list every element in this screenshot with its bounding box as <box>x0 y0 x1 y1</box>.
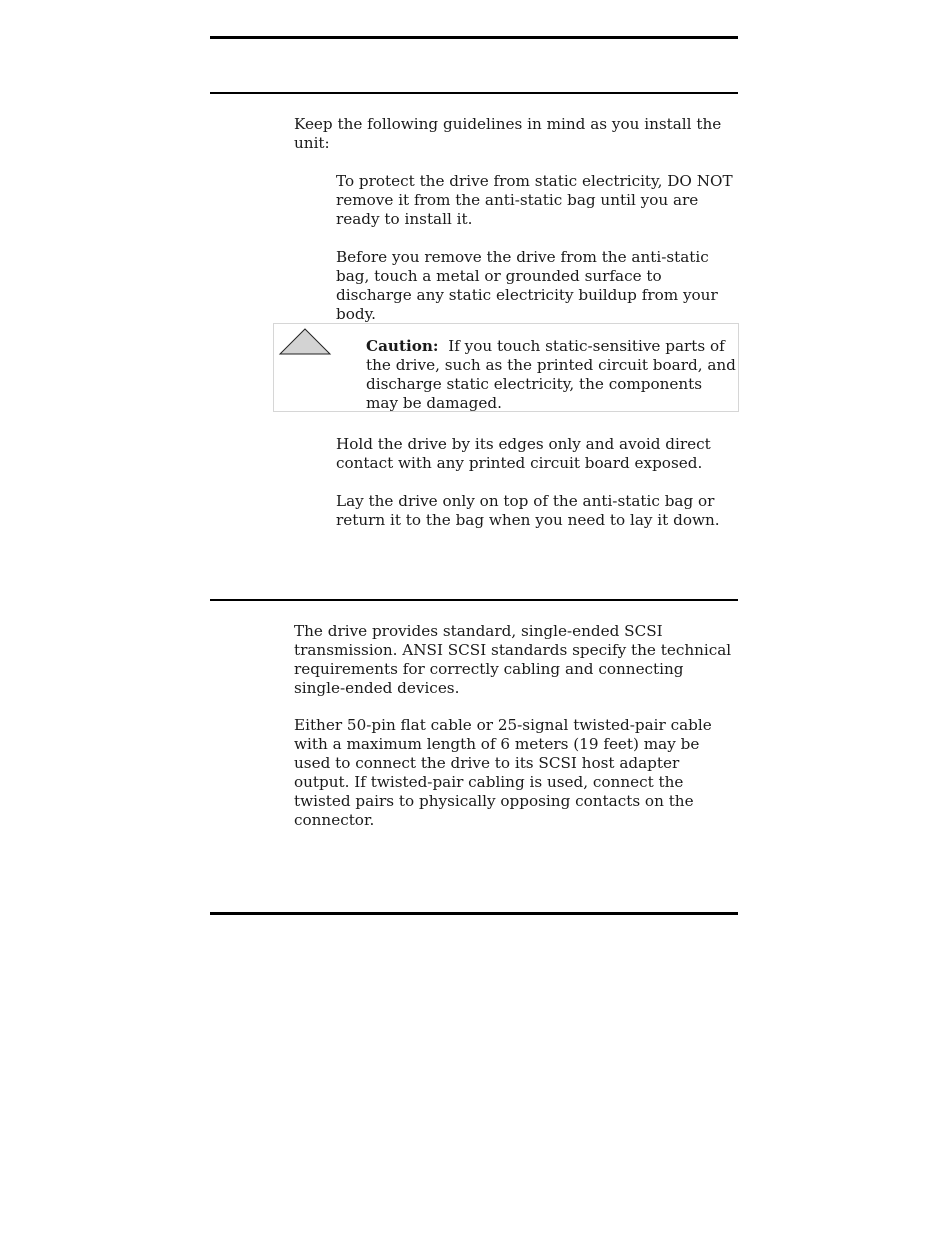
section2-paragraph: The drive provides standard, single-ended SCSI transmission. ANSI SCSI standards specify the technical requirements for correctly cabling and connecting single-ended devices. <box>294 622 732 697</box>
caution-text <box>366 337 736 413</box>
section1-heading-rule <box>210 92 738 94</box>
caution-label: Caution: <box>366 337 439 355</box>
guideline-item: Before you remove the drive from the anti-static bag, touch a metal or grounded surface to discharge any static electricity buildup from your body. <box>336 248 718 323</box>
warning-triangle-icon <box>278 327 332 355</box>
section2-heading-rule <box>210 599 738 601</box>
guideline-item: Hold the drive by its edges only and avoid direct contact with any printed circuit board exposed. <box>336 435 711 472</box>
bottom-rule <box>210 912 738 915</box>
section1-intro: Keep the following guidelines in mind as you install the unit: <box>294 115 722 152</box>
section2-paragraph: Either 50-pin flat cable or 25-signal twisted-pair cable with a maximum length of 6 meters (19 feet) may be used to connect the drive to its SCSI host adapter output. If twisted-pair cabling is used, connect the twisted pairs to physically opposing contacts on the connector. <box>294 716 712 829</box>
guideline-item: Lay the drive only on top of the anti-static bag or return it to the bag when you need to lay it down. <box>336 492 720 529</box>
caution-box <box>273 323 739 412</box>
caution-body: If you touch static-sensitive parts of the drive, such as the printed circuit board, and discharge static electricity, the components may be damaged. <box>366 337 736 412</box>
top-rule <box>210 36 738 39</box>
guideline-item: To protect the drive from static electricity, DO NOT remove it from the anti-static bag until you are ready to install it. <box>336 172 733 228</box>
